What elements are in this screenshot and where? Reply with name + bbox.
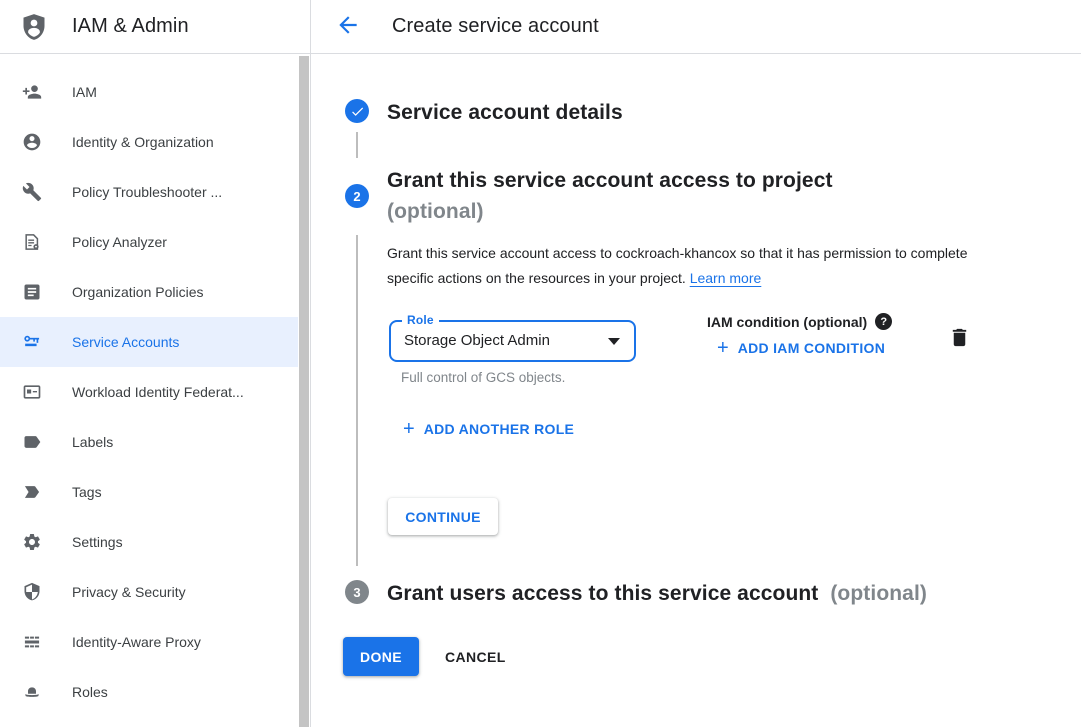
iam-shield-icon [20,13,48,41]
label-icon [22,432,42,452]
sidebar-item-privacy-security[interactable] [0,567,298,617]
chevron-down-icon [608,338,620,345]
add-iam-condition-button[interactable] [717,339,885,357]
main-panel [311,0,1081,727]
wrench-icon [22,182,42,202]
sidebar-item-identity-aware-proxy[interactable] [0,617,298,667]
check-icon [350,104,365,119]
step2-title [387,165,1007,227]
plus-icon: + [403,418,415,440]
card-icon [22,382,42,402]
account-circle-icon [22,132,42,152]
sidebar-item-policy-troubleshooter[interactable] [0,167,298,217]
proxy-stripes-icon [22,632,42,652]
step3-title [387,578,1067,609]
delete-role-button[interactable] [947,326,971,350]
sidebar-item-identity-organization[interactable] [0,117,298,167]
sidebar-item-label: Labels [72,434,114,450]
step2-optional-text: (optional) [387,200,484,223]
topbar [311,0,1081,54]
sidebar-item-label: Policy Troubleshooter ... [72,184,223,200]
arrow-left-icon [335,12,361,41]
page-title: Create service account [392,15,599,37]
service-account-key-icon [22,332,42,352]
person-add-icon [22,82,42,102]
trash-icon [948,337,971,352]
create-service-account-form [311,54,1081,727]
sidebar [0,0,311,727]
shield-half-icon [22,582,42,602]
cancel-button[interactable]: CANCEL [445,637,506,676]
sidebar-item-label: Identity-Aware Proxy [72,634,201,650]
role-field-label: Role [402,313,439,327]
step1-complete-badge [345,99,369,123]
sidebar-scrollbar[interactable] [299,56,309,727]
role-selected-value: Storage Object Admin [404,332,550,349]
step1-title: Service account details [387,101,623,124]
step3-badge [345,580,369,604]
sidebar-item-service-accounts[interactable] [0,317,298,367]
sidebar-item-labels[interactable] [0,417,298,467]
step3-optional-text: (optional) [830,582,927,605]
sidebar-nav [0,54,298,717]
step2-number: 2 [353,188,361,204]
sidebar-item-organization-policies[interactable] [0,267,298,317]
question-mark-icon[interactable]: ? [875,313,892,330]
sidebar-item-settings[interactable] [0,517,298,567]
tag-arrow-icon [22,482,42,502]
sidebar-item-label: Roles [72,684,108,700]
step3-title-text: Grant users access to this service account [387,582,819,605]
stepper-connector [356,132,358,158]
sidebar-item-label: Privacy & Security [72,584,186,600]
sidebar-item-label: Workload Identity Federat... [72,384,244,400]
step3-number: 3 [353,584,361,600]
gear-icon [22,532,42,552]
document-gear-icon [22,232,42,252]
sidebar-item-label: Identity & Organization [72,134,214,150]
back-button[interactable] [335,14,361,40]
article-icon [22,282,42,302]
hat-icon [22,682,42,702]
product-title: IAM & Admin [72,15,189,37]
continue-button[interactable]: CONTINUE [388,498,498,535]
sidebar-item-label: Organization Policies [72,284,204,300]
step2-badge [345,184,369,208]
sidebar-item-roles[interactable] [0,667,298,717]
sidebar-header [0,0,310,54]
sidebar-item-tags[interactable] [0,467,298,517]
iam-condition-header [707,313,892,330]
sidebar-item-label: IAM [72,84,97,100]
role-select[interactable] [389,313,636,362]
add-another-role-button[interactable] [403,420,574,438]
sidebar-item-label: Settings [72,534,123,550]
role-hint: Full control of GCS objects. [401,370,566,385]
stepper-connector [356,235,358,566]
sidebar-item-workload-identity-federation[interactable] [0,367,298,417]
sidebar-item-label: Policy Analyzer [72,234,167,250]
sidebar-item-policy-analyzer[interactable] [0,217,298,267]
learn-more-link[interactable]: Learn more [689,270,762,286]
sidebar-item-iam[interactable] [0,67,298,117]
iam-condition-label: IAM condition (optional) [707,313,868,330]
sidebar-item-label: Tags [72,484,102,500]
step2-title-text: Grant this service account access to project [387,169,833,192]
step2-description [387,241,987,291]
plus-icon: + [717,337,729,359]
add-iam-condition-label: ADD IAM CONDITION [737,340,886,356]
done-button[interactable]: DONE [343,637,419,676]
step2-description-text: Grant this service account access to cockroach-khancox so that it has permission to complete specific actions on the resources in your project. [387,245,968,286]
sidebar-item-label: Service Accounts [72,334,180,350]
add-another-role-label: ADD ANOTHER ROLE [423,421,575,437]
